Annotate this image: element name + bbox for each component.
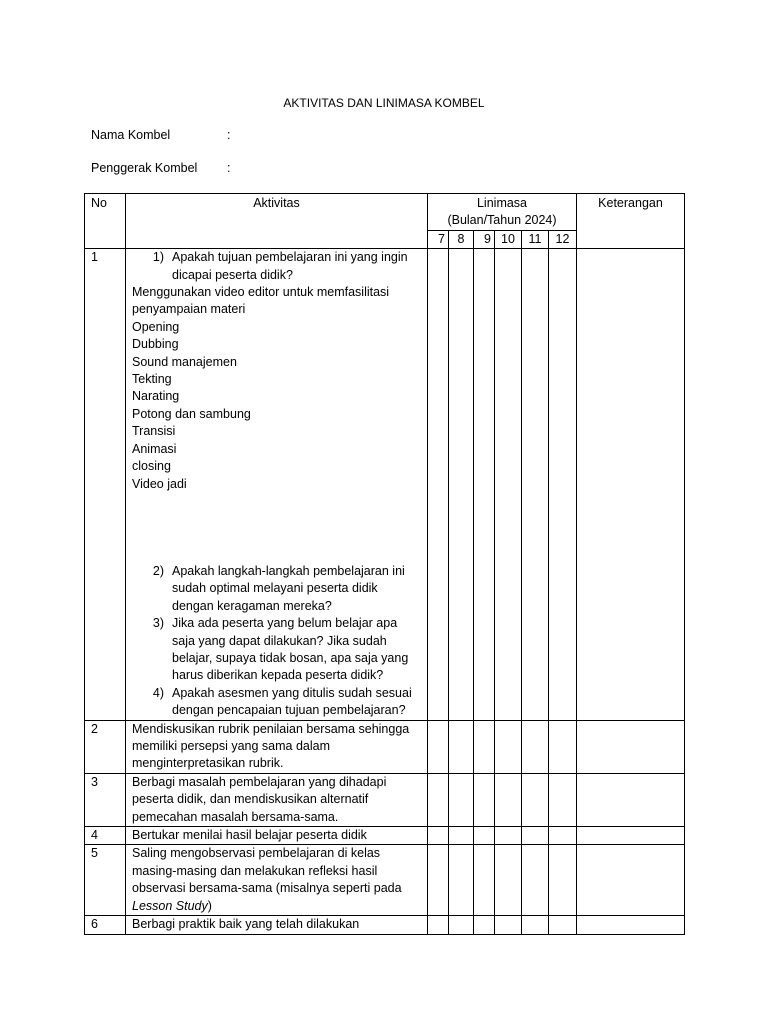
- question-text: Apakah asesmen yang ditulis sudah sesuai dengan pencapaian tujuan pembelajaran?: [172, 685, 412, 718]
- month-header: 8: [449, 230, 474, 248]
- list-item: closing: [132, 459, 171, 474]
- month-cell: [474, 249, 495, 720]
- table-header-row: [85, 194, 685, 231]
- month-cell: [474, 845, 495, 916]
- header-activity: Aktivitas: [126, 194, 428, 249]
- notes-cell: [577, 720, 685, 773]
- month-cell: [549, 845, 577, 916]
- header-no: No: [85, 194, 126, 249]
- row-activity: Berbagi praktik baik yang telah dilakukan: [126, 916, 428, 934]
- activity-list: [126, 284, 427, 493]
- month-cell: [428, 249, 449, 720]
- month-header: 7: [428, 230, 449, 248]
- question-text: Apakah langkah-langkah pembelajaran ini sudah optimal melayani peserta didik dengan keragaman mereka?: [172, 563, 405, 613]
- month-cell: [474, 720, 495, 773]
- month-cell: [522, 845, 549, 916]
- month-cell: [449, 916, 474, 934]
- row-number: 5: [85, 845, 126, 916]
- list-item: Dubbing: [132, 337, 179, 352]
- month-cell: [522, 249, 549, 720]
- header-timeline: [428, 194, 577, 231]
- list-item: Sound manajemen: [132, 354, 237, 369]
- header-timeline-label: Linimasa: [476, 196, 528, 210]
- month-cell: [495, 249, 522, 720]
- notes-cell: [577, 773, 685, 826]
- row-number: 4: [85, 827, 126, 845]
- list-item: Potong dan sambung: [132, 406, 251, 421]
- row-activity: [126, 845, 428, 916]
- month-cell: [522, 827, 549, 845]
- notes-cell: [577, 845, 685, 916]
- row-activity: Berbagi masalah pembelajaran yang dihadapi peserta didik, dan mendiskusikan alternatif pemecahan masalah bersama-sama.: [126, 773, 428, 826]
- field-label: Nama Kombel: [91, 128, 171, 142]
- row-number: 3: [85, 773, 126, 826]
- list-item: Tekting: [132, 372, 172, 387]
- document-title: AKTIVITAS DAN LINIMASA KOMBEL: [283, 96, 485, 110]
- question-number: 1): [152, 250, 164, 265]
- question-item: [126, 563, 427, 615]
- month-cell: [449, 845, 474, 916]
- question-number: 3): [152, 616, 164, 631]
- row-number: 1: [85, 249, 126, 720]
- notes-cell: [577, 827, 685, 845]
- month-cell: [522, 916, 549, 934]
- question-number: 4): [152, 685, 164, 700]
- row-activity-text: Saling mengobservasi pembelajaran di kelas masing-masing dan melakukan refleksi hasil observasi bersama-sama (misalnya seperti pada: [132, 846, 402, 896]
- table-row: [85, 720, 685, 773]
- month-cell: [474, 773, 495, 826]
- month-cell: [449, 773, 474, 826]
- question-text: Apakah tujuan pembelajaran ini yang ingin dicapai peserta didik?: [172, 250, 408, 282]
- month-cell: [549, 249, 577, 720]
- notes-cell: [577, 249, 685, 720]
- table-row: [85, 249, 685, 720]
- field-label: Penggerak Kombel: [91, 161, 198, 175]
- table-row: [85, 827, 685, 845]
- month-header: 12: [549, 230, 577, 248]
- month-cell: [495, 773, 522, 826]
- row-number: 6: [85, 916, 126, 934]
- month-cell: [495, 916, 522, 934]
- list-item: Menggunakan video editor untuk memfasilitasi penyampaian materi: [132, 285, 390, 317]
- row-activity-text-end: ): [207, 898, 212, 913]
- month-header: 11: [522, 230, 549, 248]
- list-item: Narating: [132, 389, 180, 404]
- activity-timeline-table: [84, 193, 685, 935]
- list-item: Animasi: [132, 441, 177, 456]
- month-cell: [428, 773, 449, 826]
- month-cell: [474, 916, 495, 934]
- month-header: 9: [474, 230, 495, 248]
- month-cell: [449, 720, 474, 773]
- question-text: Jika ada peserta yang belum belajar apa saja yang dapat dilakukan? Jika sudah belajar, supaya tidak bosan, apa saja yang harus diberikan kepada peserta didik?: [172, 616, 409, 683]
- month-cell: [495, 827, 522, 845]
- header-timeline-sub: (Bulan/Tahun 2024): [447, 213, 557, 228]
- month-cell: [428, 916, 449, 934]
- month-cell: [549, 720, 577, 773]
- month-cell: [522, 773, 549, 826]
- field-penggerak-kombel: [91, 161, 230, 176]
- list-item: Video jadi: [132, 476, 187, 491]
- month-cell: [549, 916, 577, 934]
- month-cell: [428, 845, 449, 916]
- table-row: [85, 773, 685, 826]
- field-separator: :: [227, 161, 231, 175]
- table-row: [85, 845, 685, 916]
- list-item: Transisi: [132, 424, 176, 439]
- month-cell: [495, 845, 522, 916]
- month-cell: [495, 720, 522, 773]
- field-nama-kombel: [91, 128, 230, 143]
- row-activity: Bertukar menilai hasil belajar peserta didik: [126, 827, 428, 845]
- month-cell: [428, 720, 449, 773]
- row-activity: [126, 249, 428, 720]
- question-item: [126, 249, 427, 284]
- month-cell: [449, 249, 474, 720]
- month-cell: [428, 827, 449, 845]
- row-activity-italic: Lesson Study: [132, 898, 208, 913]
- notes-cell: [577, 916, 685, 934]
- month-cell: [474, 827, 495, 845]
- question-item: [126, 685, 427, 720]
- month-cell: [549, 773, 577, 826]
- month-cell: [522, 720, 549, 773]
- question-number: 2): [152, 563, 164, 578]
- row-number: 2: [85, 720, 126, 773]
- field-separator: :: [227, 128, 231, 142]
- header-notes: Keterangan: [577, 194, 685, 249]
- month-cell: [549, 827, 577, 845]
- question-item: [126, 615, 427, 685]
- row-activity: Mendiskusikan rubrik penilaian bersama sehingga memiliki persepsi yang sama dalam menginterpretasikan rubrik.: [126, 720, 428, 773]
- month-header: 10: [495, 230, 522, 248]
- list-item: Opening: [132, 319, 180, 334]
- blank-space: [126, 493, 427, 563]
- month-cell: [449, 827, 474, 845]
- table-row: [85, 916, 685, 934]
